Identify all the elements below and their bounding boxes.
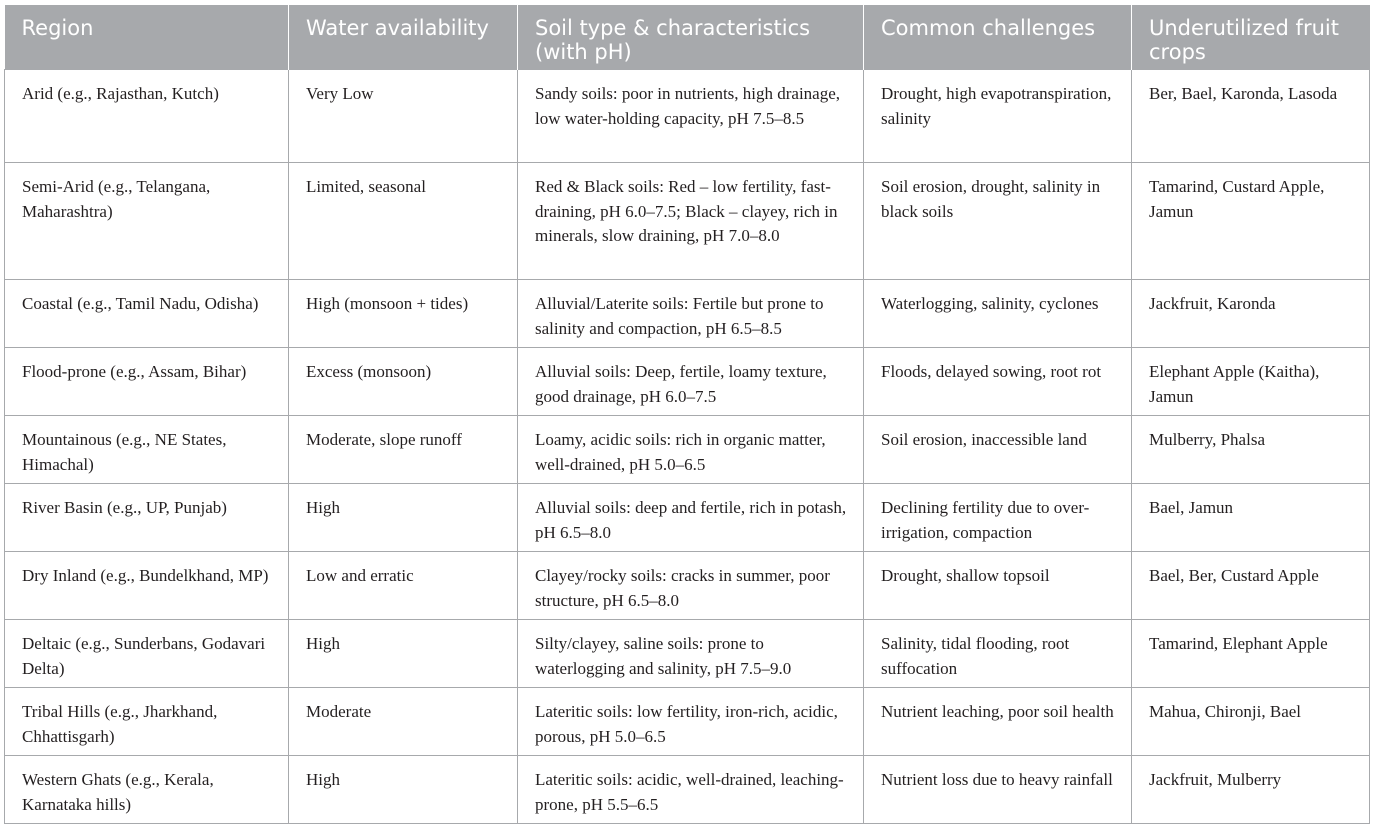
cell-water: Limited, seasonal [289, 163, 518, 280]
table-row [5, 484, 1370, 552]
cell-water: High [289, 484, 518, 552]
cell-crops: Tamarind, Elephant Apple [1132, 620, 1370, 688]
cell-crops: Jackfruit, Mulberry [1132, 756, 1370, 824]
table-row [5, 756, 1370, 824]
cell-region: Western Ghats (e.g., Kerala, Karnataka hills) [5, 756, 289, 824]
cell-water: Low and erratic [289, 552, 518, 620]
header-region: Region [5, 5, 289, 70]
cell-soil: Alluvial soils: deep and fertile, rich in potash, pH 6.5–8.0 [518, 484, 864, 552]
cell-challenges: Soil erosion, drought, salinity in black soils [864, 163, 1132, 280]
cell-crops: Tamarind, Custard Apple, Jamun [1132, 163, 1370, 280]
table-row [5, 552, 1370, 620]
cell-challenges: Drought, shallow topsoil [864, 552, 1132, 620]
cell-soil: Lateritic soils: low fertility, iron-rich, acidic, porous, pH 5.0–6.5 [518, 688, 864, 756]
header-row [5, 5, 1370, 70]
regions-table [4, 5, 1370, 824]
cell-crops: Bael, Jamun [1132, 484, 1370, 552]
cell-soil: Sandy soils: poor in nutrients, high drainage, low water-holding capacity, pH 7.5–8.5 [518, 70, 864, 163]
cell-soil: Red & Black soils: Red – low fertility, fast-draining, pH 6.0–7.5; Black – clayey, rich in minerals, slow draining, pH 7.0–8.0 [518, 163, 864, 280]
cell-crops: Bael, Ber, Custard Apple [1132, 552, 1370, 620]
cell-water: Very Low [289, 70, 518, 163]
header-soil-type: Soil type & characteristics (with pH) [518, 5, 864, 70]
table-row [5, 348, 1370, 416]
cell-region: Dry Inland (e.g., Bundelkhand, MP) [5, 552, 289, 620]
cell-water: Moderate [289, 688, 518, 756]
cell-challenges: Drought, high evapotranspiration, salinity [864, 70, 1132, 163]
cell-water: Moderate, slope runoff [289, 416, 518, 484]
table-row [5, 70, 1370, 163]
cell-challenges: Declining fertility due to over-irrigation, compaction [864, 484, 1132, 552]
cell-challenges: Nutrient loss due to heavy rainfall [864, 756, 1132, 824]
table-row [5, 280, 1370, 348]
cell-challenges: Soil erosion, inaccessible land [864, 416, 1132, 484]
cell-water: High (monsoon + tides) [289, 280, 518, 348]
cell-crops: Mulberry, Phalsa [1132, 416, 1370, 484]
cell-soil: Lateritic soils: acidic, well-drained, leaching-prone, pH 5.5–6.5 [518, 756, 864, 824]
cell-water: High [289, 620, 518, 688]
table-row [5, 163, 1370, 280]
cell-crops: Elephant Apple (Kaitha), Jamun [1132, 348, 1370, 416]
cell-challenges: Floods, delayed sowing, root rot [864, 348, 1132, 416]
cell-region: River Basin (e.g., UP, Punjab) [5, 484, 289, 552]
cell-region: Coastal (e.g., Tamil Nadu, Odisha) [5, 280, 289, 348]
cell-region: Mountainous (e.g., NE States, Himachal) [5, 416, 289, 484]
cell-crops: Jackfruit, Karonda [1132, 280, 1370, 348]
table-row [5, 416, 1370, 484]
cell-crops: Mahua, Chironji, Bael [1132, 688, 1370, 756]
cell-soil: Alluvial/Laterite soils: Fertile but prone to salinity and compaction, pH 6.5–8.5 [518, 280, 864, 348]
cell-water: Excess (monsoon) [289, 348, 518, 416]
cell-challenges: Waterlogging, salinity, cyclones [864, 280, 1132, 348]
table-row [5, 688, 1370, 756]
cell-region: Semi-Arid (e.g., Telangana, Maharashtra) [5, 163, 289, 280]
cell-soil: Silty/clayey, saline soils: prone to waterlogging and salinity, pH 7.5–9.0 [518, 620, 864, 688]
header-underutilized-crops: Underutilized fruit crops [1132, 5, 1370, 70]
cell-region: Flood-prone (e.g., Assam, Bihar) [5, 348, 289, 416]
cell-crops: Ber, Bael, Karonda, Lasoda [1132, 70, 1370, 163]
cell-soil: Loamy, acidic soils: rich in organic matter, well-drained, pH 5.0–6.5 [518, 416, 864, 484]
header-common-challenges: Common challenges [864, 5, 1132, 70]
cell-challenges: Nutrient leaching, poor soil health [864, 688, 1132, 756]
cell-region: Arid (e.g., Rajasthan, Kutch) [5, 70, 289, 163]
cell-challenges: Salinity, tidal flooding, root suffocation [864, 620, 1132, 688]
cell-region: Deltaic (e.g., Sunderbans, Godavari Delta) [5, 620, 289, 688]
cell-soil: Alluvial soils: Deep, fertile, loamy texture, good drainage, pH 6.0–7.5 [518, 348, 864, 416]
cell-region: Tribal Hills (e.g., Jharkhand, Chhattisgarh) [5, 688, 289, 756]
header-water-availability: Water availability [289, 5, 518, 70]
cell-soil: Clayey/rocky soils: cracks in summer, poor structure, pH 6.5–8.0 [518, 552, 864, 620]
cell-water: High [289, 756, 518, 824]
table-row [5, 620, 1370, 688]
